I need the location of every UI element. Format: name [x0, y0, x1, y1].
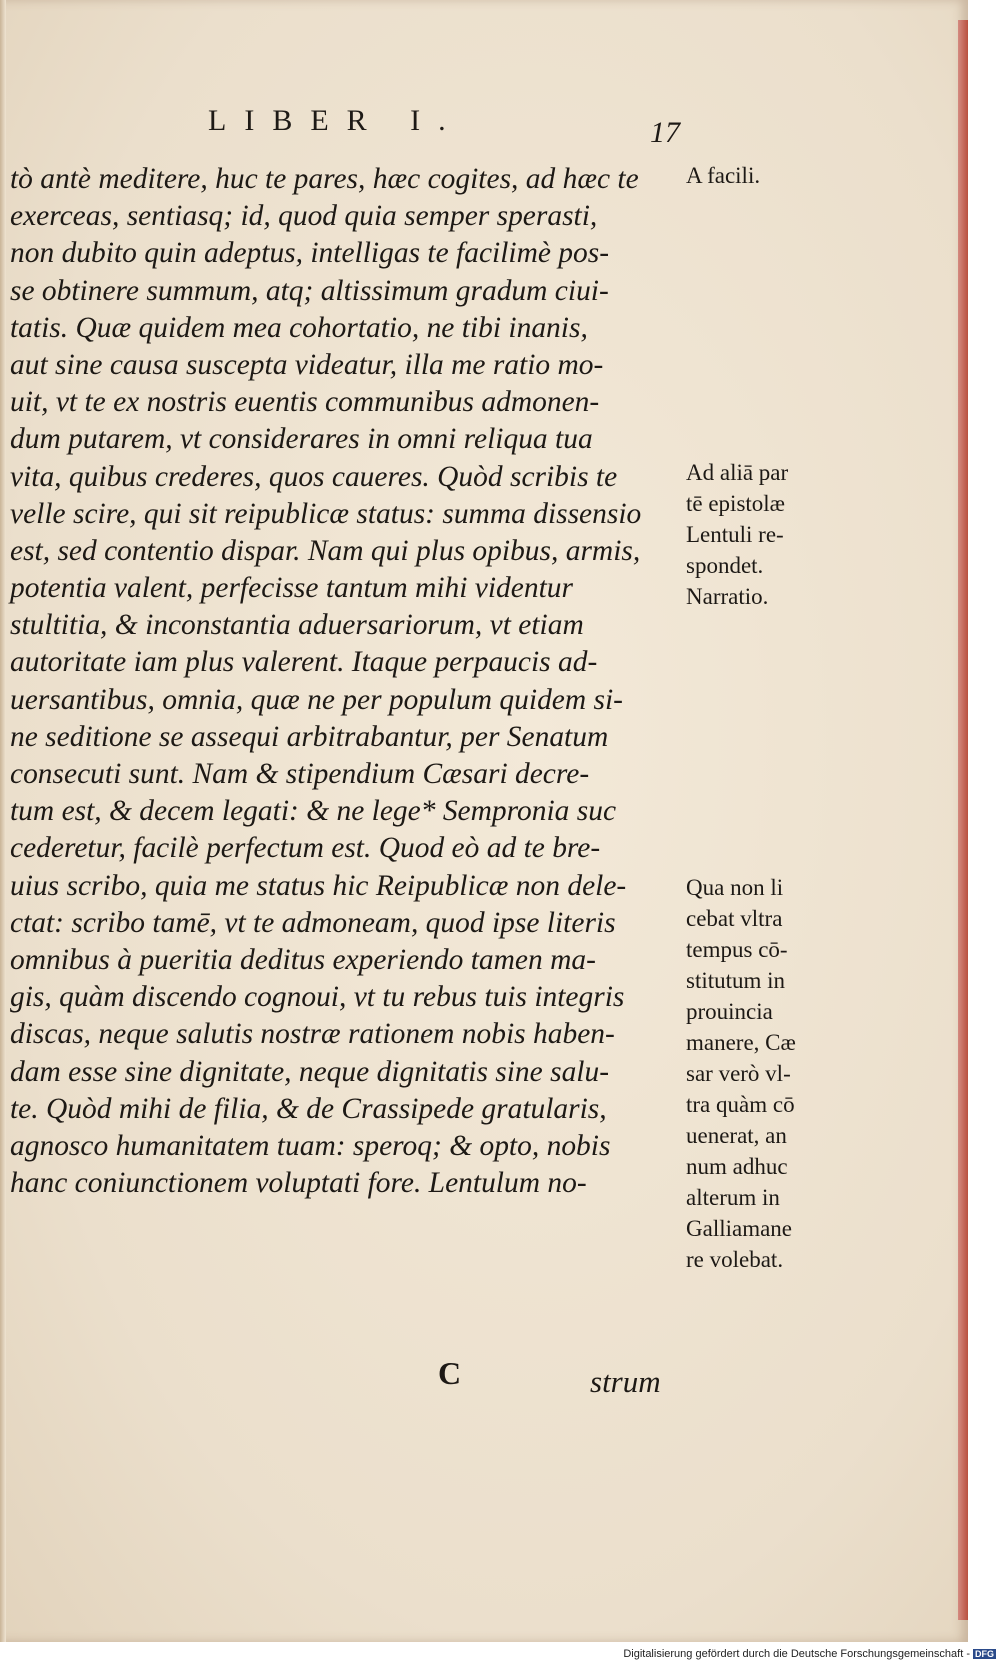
marginal-note-3 — [686, 872, 846, 1275]
credit-text: Digitalisierung gefördert durch die Deutsche Forschungsgemeinschaft - — [623, 1648, 970, 1660]
text-line: se obtinere summum, atq; altissimum gradum ciui- — [10, 273, 609, 307]
page-number: 17 — [650, 116, 680, 149]
page-gutter-shadow — [0, 0, 6, 1642]
text-line: autoritate iam plus valerent. Itaque perpaucis ad- — [10, 645, 598, 679]
digitization-credit — [623, 1648, 996, 1660]
note-line: stitutum in — [686, 968, 786, 993]
text-line: discas, neque salutis nostræ rationem nobis haben- — [10, 1017, 615, 1051]
text-line: vita, quibus crederes, quos caueres. Quòd scribis te — [10, 459, 618, 493]
note-line: manere, Cæ — [686, 1030, 796, 1055]
text-line: te. Quòd mihi de filia, & de Crassipede gratularis, — [10, 1091, 607, 1125]
note-line: tempus cō- — [686, 937, 788, 962]
running-head: LIBER I. — [208, 104, 464, 137]
main-text-block — [10, 160, 682, 1201]
signature-mark: C — [438, 1355, 462, 1391]
dfg-logo: DFG — [975, 1649, 994, 1659]
text-line: tatis. Quæ quidem mea cohortatio, ne tibi inanis, — [10, 310, 588, 344]
red-page-edge — [958, 20, 968, 1620]
text-line: consecuti sunt. Nam & stipendium Cæsari decre- — [10, 757, 590, 790]
note-line: re volebat. — [686, 1247, 784, 1272]
text-line: uit, vt te ex nostris euentis communibus admonen- — [10, 385, 600, 419]
text-line: uersantibus, omnia, quæ ne per populum quidem si- — [10, 682, 623, 716]
note-line: Lentuli re- — [686, 522, 784, 547]
marginal-note-1 — [686, 160, 846, 191]
text-line: ne seditione se assequi arbitrabantur, per Senatum — [10, 719, 609, 753]
note-line: spondet. — [686, 553, 764, 578]
note-line: Narratio. — [686, 584, 769, 609]
note-line: Ad aliā par — [686, 460, 789, 485]
note-line: sar verò vl- — [686, 1061, 791, 1086]
note-line: alterum in — [686, 1185, 780, 1210]
text-line: dum putarem, vt considerares in omni reliqua tua — [10, 422, 593, 456]
note-line: A facili. — [686, 163, 761, 188]
text-line: omnibus à pueritia deditus experiendo tamen ma- — [10, 942, 596, 976]
text-line: uius scribo, quia me status hic Reipublicæ non dele- — [10, 868, 627, 902]
text-line: aut sine causa suscepta videatur, illa me ratio mo- — [10, 347, 604, 381]
note-line: cebat vltra — [686, 906, 783, 931]
text-line: cederetur, facilè perfectum est. Quod eò ad te bre- — [10, 831, 601, 865]
text-line: ctat: scribo tamē, vt te admoneam, quod ipse literis — [10, 905, 616, 939]
text-line: velle scire, qui sit reipublicæ status: summa dissensio — [10, 496, 642, 530]
text-line: exerceas, sentiasq; id, quod quia semper sperasti, — [10, 199, 598, 233]
note-line: prouincia — [686, 999, 773, 1024]
note-line: Qua non li — [686, 875, 784, 900]
text-line: est, sed contentio dispar. Nam qui plus opibus, armis, — [10, 533, 641, 567]
text-line: dam esse sine dignitate, neque dignitatis sine salu- — [10, 1054, 610, 1088]
text-line: tò antè meditere, huc te pares, hæc cogites, ad hæc te — [10, 162, 639, 195]
note-line: tē epistolæ — [686, 491, 786, 516]
text-line: non dubito quin adeptus, intelligas te facilimè pos- — [10, 236, 610, 270]
note-line: Galliamane — [686, 1216, 793, 1241]
text-line: gis, quàm discendo cognoui, vt tu rebus tuis integris — [10, 980, 625, 1014]
text-line: tum est, & decem legati: & ne lege* Sempronia suc — [10, 794, 617, 828]
marginal-note-2 — [686, 457, 846, 612]
note-line: num adhuc — [686, 1154, 788, 1179]
text-line: stultitia, & inconstantia aduersariorum, vt etiam — [10, 608, 584, 642]
catchword: strum — [590, 1364, 661, 1399]
note-line: tra quàm cō — [686, 1092, 795, 1117]
text-line: hanc coniunctionem voluptati fore. Lentulum no- — [10, 1166, 587, 1200]
text-line: agnosco humanitatem tuam: speroq; & opto, nobis — [10, 1128, 611, 1162]
note-line: uenerat, an — [686, 1123, 787, 1148]
text-line: potentia valent, perfecisse tantum mihi videntur — [10, 571, 573, 605]
